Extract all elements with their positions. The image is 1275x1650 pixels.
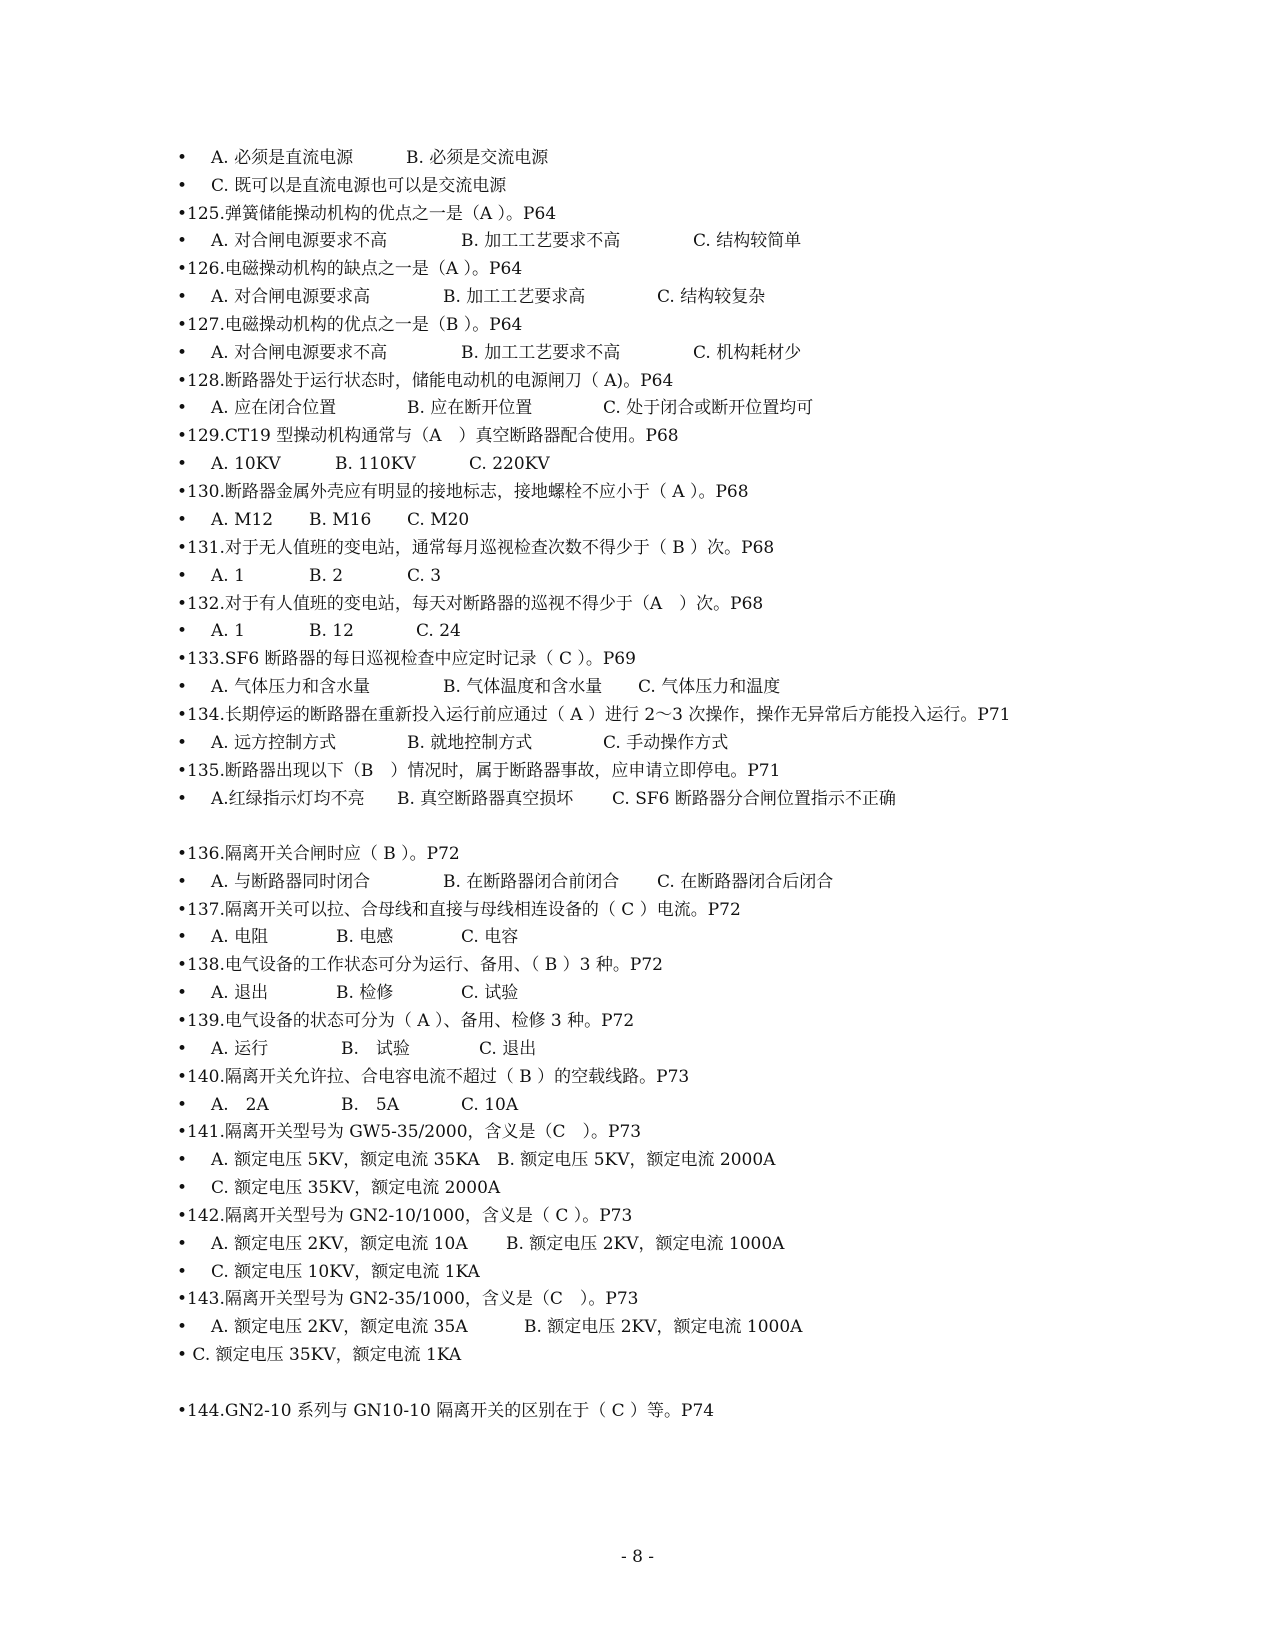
option-line xyxy=(177,1092,519,1118)
question-line xyxy=(177,256,522,282)
option-text: C. 额定电压 10KV，额定电流 1KA xyxy=(211,1262,480,1282)
bullet-icon: • xyxy=(177,148,188,168)
option-text: A. 运行 xyxy=(211,1039,269,1059)
bullet-icon: • xyxy=(177,1262,188,1282)
question-text: •126.电磁操动机构的缺点之一是（A ）。P64 xyxy=(177,259,523,279)
question-line xyxy=(177,1203,632,1229)
question-line xyxy=(177,758,780,784)
question-text: •136.隔离开关合闸时应（ B ）。P72 xyxy=(177,844,460,864)
bullet-icon: • xyxy=(177,983,188,1003)
question-text: •128.断路器处于运行状态时，储能电动机的电源闸刀（ A)。P64 xyxy=(177,371,674,391)
option-text: A. 2A xyxy=(211,1095,269,1115)
bullet-icon: • xyxy=(177,621,188,641)
option-text: A.红绿指示灯均不亮 xyxy=(211,789,365,809)
option-text: C. 既可以是直流电源也可以是交流电源 xyxy=(211,176,507,196)
option-text: B. 2 xyxy=(309,566,344,586)
question-line xyxy=(177,1286,639,1312)
bullet-icon: • xyxy=(177,1150,188,1170)
question-line xyxy=(177,1064,689,1090)
question-text: •133.SF6 断路器的每日巡视检查中应定时记录（ C ）。P69 xyxy=(177,649,636,669)
option-text: C. 电容 xyxy=(461,927,519,947)
question-text: •130.断路器金属外壳应有明显的接地标志，接地螺栓不应小于（ A ）。P68 xyxy=(177,482,749,502)
question-line xyxy=(177,646,636,672)
bullet-icon: • xyxy=(177,176,188,196)
question-text: •143.隔离开关型号为 GN2-35/1000，含义是（C ）。P73 xyxy=(177,1289,639,1309)
question-line xyxy=(177,702,1010,728)
question-text: •141.隔离开关型号为 GW5-35/2000，含义是（C ）。P73 xyxy=(177,1122,642,1142)
question-line xyxy=(177,1119,641,1145)
question-line xyxy=(177,591,763,617)
option-text: C. 10A xyxy=(461,1095,519,1115)
bullet-icon: • xyxy=(177,733,188,753)
bullet-icon: • xyxy=(177,927,188,947)
option-text: A. 退出 xyxy=(211,983,269,1003)
bullet-icon: • xyxy=(177,510,188,530)
option-line xyxy=(177,563,442,589)
option-text: B. 加工工艺要求不高 xyxy=(461,343,621,363)
option-text: C. 结构较简单 xyxy=(693,231,802,251)
option-text: A. 10KV xyxy=(211,454,281,474)
question-text: •127.电磁操动机构的优点之一是（B ）。P64 xyxy=(177,315,523,335)
option-text: C. 试验 xyxy=(461,983,519,1003)
option-text: C. 24 xyxy=(416,621,461,641)
option-text: A. 对合闸电源要求高 xyxy=(211,287,371,307)
question-text: •142.隔离开关型号为 GN2-10/1000，含义是（ C ）。P73 xyxy=(177,1206,633,1226)
option-line xyxy=(177,1231,785,1257)
option-line xyxy=(177,618,461,644)
option-line xyxy=(177,451,550,477)
option-line xyxy=(177,340,802,366)
bullet-icon: • xyxy=(177,231,188,251)
question-line xyxy=(177,952,663,978)
question-line xyxy=(177,535,774,561)
bullet-icon: • xyxy=(177,789,188,809)
option-line xyxy=(177,924,519,950)
option-text: C. M20 xyxy=(407,510,470,530)
option-text: A. 气体压力和含水量 xyxy=(211,677,371,697)
option-text: B. 加工工艺要求不高 xyxy=(461,231,621,251)
question-line xyxy=(177,1398,714,1424)
option-line xyxy=(177,145,549,171)
option-text: B. 气体温度和含水量 xyxy=(443,677,603,697)
option-text: C. 额定电压 35KV，额定电流 2000A xyxy=(211,1178,501,1198)
option-text: B. 5A xyxy=(341,1095,399,1115)
question-text: •135.断路器出现以下（B ）情况时，属于断路器事故，应申请立即停电。P71 xyxy=(177,761,781,781)
option-line xyxy=(177,395,814,421)
option-text: C. 气体压力和温度 xyxy=(638,677,781,697)
option-line xyxy=(177,228,802,254)
option-text: B. 额定电压 2KV，额定电流 1000A xyxy=(506,1234,785,1254)
option-text: B. M16 xyxy=(309,510,372,530)
option-text: B. 必须是交流电源 xyxy=(406,148,549,168)
option-line xyxy=(177,1342,461,1368)
bullet-icon: • xyxy=(177,1039,188,1059)
bullet-icon: • xyxy=(177,1234,188,1254)
question-line xyxy=(177,1008,634,1034)
option-text: B. 额定电压 5KV，额定电流 2000A xyxy=(497,1150,776,1170)
option-line xyxy=(177,674,781,700)
option-text: B. 在断路器闭合前闭合 xyxy=(443,872,620,892)
question-line xyxy=(177,368,673,394)
option-text: A. 1 xyxy=(211,566,245,586)
question-text: •140.隔离开关允许拉、合电容电流不超过（ B ）的空载线路。P73 xyxy=(177,1067,690,1087)
option-text: A. 远方控制方式 xyxy=(211,733,337,753)
option-text: B. 应在断开位置 xyxy=(407,398,533,418)
option-text: C. 手动操作方式 xyxy=(603,733,729,753)
question-line xyxy=(177,201,556,227)
option-text: C. 结构较复杂 xyxy=(657,287,766,307)
question-text: •125.弹簧储能操动机构的优点之一是（A ）。P64 xyxy=(177,204,557,224)
option-text: A. M12 xyxy=(211,510,274,530)
option-text: C. 处于闭合或断开位置均可 xyxy=(603,398,814,418)
option-line xyxy=(177,1314,803,1340)
bullet-icon: • xyxy=(177,872,188,892)
option-text: C. 在断路器闭合后闭合 xyxy=(657,872,834,892)
option-text: A. 必须是直流电源 xyxy=(211,148,354,168)
question-text: •137.隔离开关可以拉、合母线和直接与母线相连设备的（ C ）电流。P72 xyxy=(177,900,741,920)
question-text: •131.对于无人值班的变电站，通常每月巡视检查次数不得少于（ B ）次。P68 xyxy=(177,538,775,558)
question-text: •134.长期停运的断路器在重新投入运行前应通过（ A ）进行 2～3 次操作，操作无异常后方能投入运行。P71 xyxy=(177,705,1011,725)
question-text: •138.电气设备的工作状态可分为运行、备用、（ B ）3 种。P72 xyxy=(177,955,663,975)
option-text: B. 就地控制方式 xyxy=(407,733,533,753)
question-text: •132.对于有人值班的变电站，每天对断路器的巡视不得少于（A ）次。P68 xyxy=(177,594,764,614)
option-text: C. 退出 xyxy=(479,1039,537,1059)
option-line xyxy=(177,1259,480,1285)
bullet-icon: • xyxy=(177,1178,188,1198)
bullet-icon: • xyxy=(177,677,188,697)
option-text: A. 对合闸电源要求不高 xyxy=(211,231,388,251)
option-text: A. 与断路器同时闭合 xyxy=(211,872,371,892)
option-text: • C. 额定电压 35KV，额定电流 1KA xyxy=(177,1345,462,1365)
option-line xyxy=(177,980,519,1006)
question-line xyxy=(177,841,460,867)
option-text: A. 额定电压 5KV，额定电流 35KA xyxy=(211,1150,480,1170)
question-line xyxy=(177,479,749,505)
option-line xyxy=(177,507,470,533)
option-text: A. 1 xyxy=(211,621,245,641)
option-line xyxy=(177,869,834,895)
option-text: B. 12 xyxy=(309,621,354,641)
option-text: B. 110KV xyxy=(335,454,416,474)
question-text: •139.电气设备的状态可分为（ A ）、备用、检修 3 种。P72 xyxy=(177,1011,635,1031)
option-text: B. 额定电压 2KV，额定电流 1000A xyxy=(524,1317,803,1337)
option-line xyxy=(177,730,729,756)
option-text: B. 试验 xyxy=(341,1039,410,1059)
option-text: A. 对合闸电源要求不高 xyxy=(211,343,388,363)
option-text: C. 机构耗材少 xyxy=(693,343,802,363)
option-line xyxy=(177,173,507,199)
bullet-icon: • xyxy=(177,343,188,363)
bullet-icon: • xyxy=(177,1317,188,1337)
bullet-icon: • xyxy=(177,1095,188,1115)
bullet-icon: • xyxy=(177,287,188,307)
option-text: B. 加工工艺要求高 xyxy=(443,287,586,307)
option-text: C. 220KV xyxy=(469,454,550,474)
page-number: - 8 - xyxy=(620,1547,655,1567)
option-text: A. 应在闭合位置 xyxy=(211,398,337,418)
option-text: C. SF6 断路器分合闸位置指示不正确 xyxy=(612,789,896,809)
question-line xyxy=(177,897,741,923)
question-text: •129.CT19 型操动机构通常与（A ）真空断路器配合使用。P68 xyxy=(177,426,679,446)
option-line xyxy=(177,1147,776,1173)
option-text: B. 检修 xyxy=(336,983,394,1003)
question-line xyxy=(177,312,522,338)
bullet-icon: • xyxy=(177,398,188,418)
option-line xyxy=(177,284,766,310)
option-text: C. 3 xyxy=(407,566,442,586)
option-text: B. 电感 xyxy=(336,927,394,947)
bullet-icon: • xyxy=(177,454,188,474)
option-text: A. 额定电压 2KV，额定电流 10A xyxy=(211,1234,468,1254)
option-line xyxy=(177,1036,537,1062)
option-text: A. 额定电压 2KV，额定电流 35A xyxy=(211,1317,468,1337)
question-text: •144.GN2-10 系列与 GN10-10 隔离开关的区别在于（ C ）等。P74 xyxy=(177,1401,715,1421)
option-line xyxy=(177,786,896,812)
question-line xyxy=(177,423,679,449)
option-line xyxy=(177,1175,501,1201)
option-text: B. 真空断路器真空损坏 xyxy=(397,789,574,809)
bullet-icon: • xyxy=(177,566,188,586)
option-text: A. 电阻 xyxy=(211,927,269,947)
